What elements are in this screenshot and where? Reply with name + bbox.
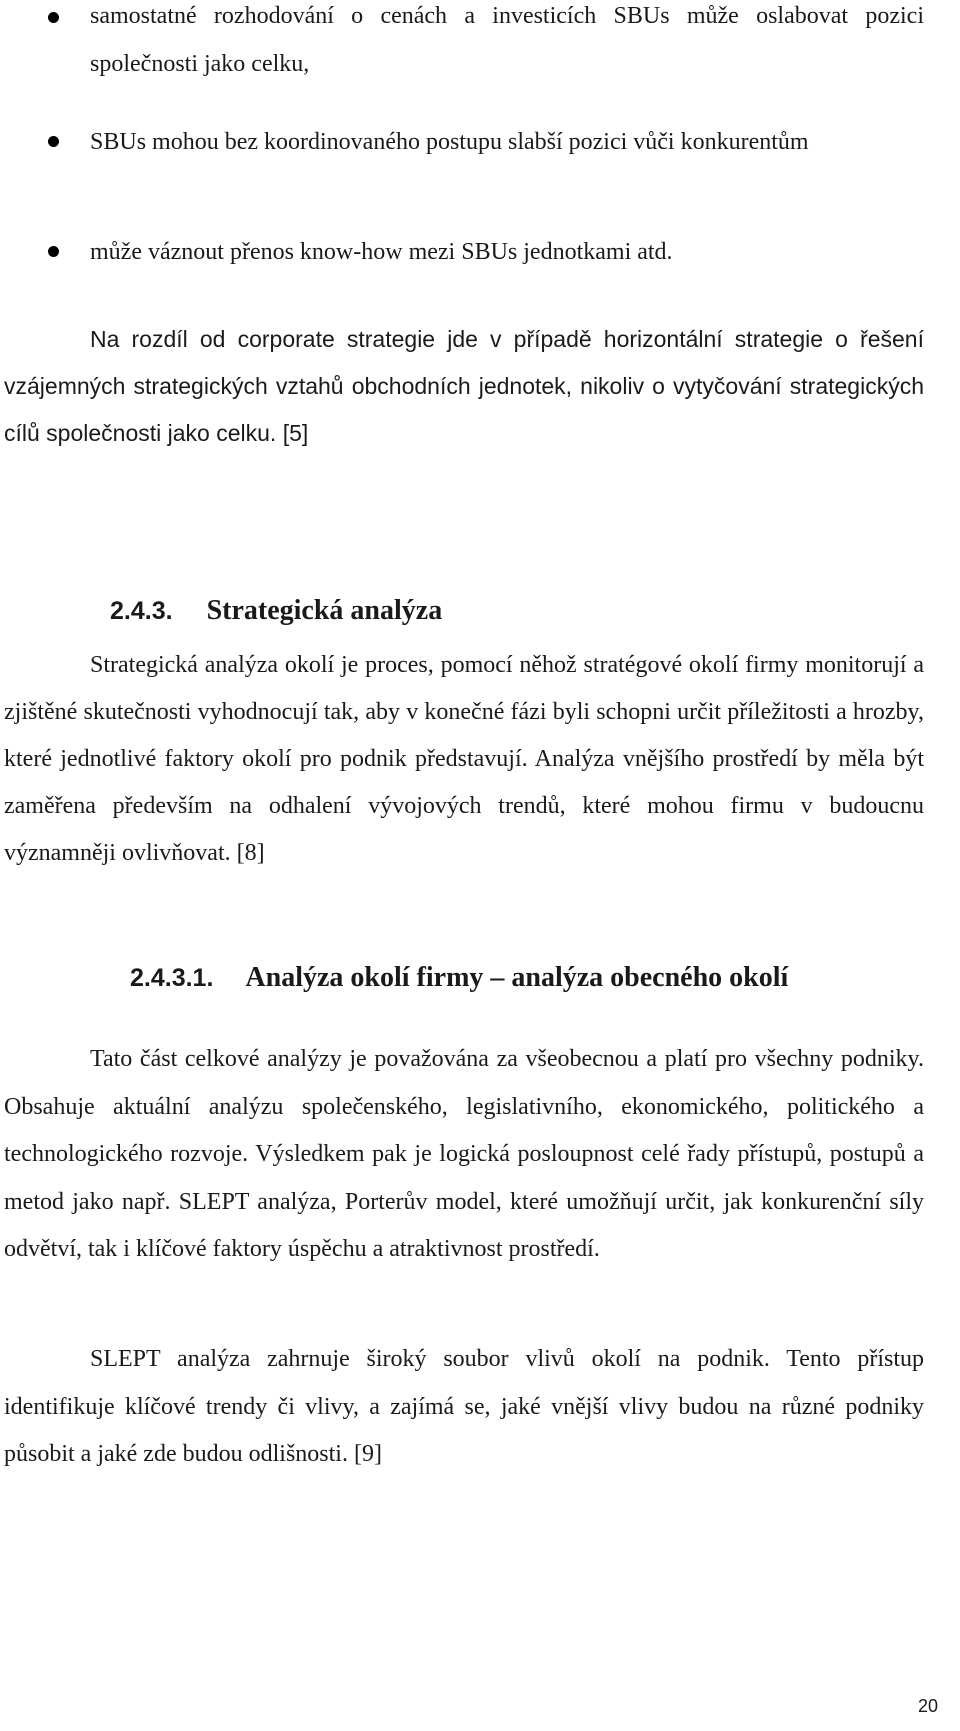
section-title: Analýza okolí firmy – analýza obecného okolí bbox=[245, 962, 789, 993]
paragraph-strategic-analysis: Strategická analýza okolí je proces, pomocí něhož stratégové okolí firmy monitorují a zjištěné skutečnosti vyhodnocují tak, aby v konečné fázi byli schopni určit příležitosti a hrozby, které jednotlivé faktory okolí pro podnik představují. Analýza vnějšího prostředí by měla být zaměřena především na odhalení vývojových trendů, které mohou firmu v budoucnu významněji ovlivňovat. [8] bbox=[4, 652, 924, 866]
bullet-text: samostatné rozhodování o cenách a investicích SBUs může oslabovat pozici společnosti jako celku, bbox=[90, 3, 924, 77]
paragraph-general-environment: Tato část celkové analýzy je považována za všeobecnou a platí pro všechny podniky. Obsahuje aktuální analýzu společenského, legislativního, ekonomického, politického a technologického rozvoje. Výsledkem pak je logická posloupnost celé řady přístupů, postupů a metod jako např. SLEPT analýza, Porterův model, které umožňují určit, jak konkurenční síly odvětví, tak i klíčové faktory úspěchu a atraktivnost prostředí. bbox=[4, 1046, 924, 1262]
paragraph-slept: SLEPT analýza zahrnuje široký soubor vlivů okolí na podnik. Tento přístup identifikuje klíčové trendy či vlivy, a zajímá se, jaké vnější vlivy budou na různé podniky působit a jaké zde budou odlišnosti. [9] bbox=[4, 1346, 924, 1467]
section-heading-2-4-3-1 bbox=[130, 962, 788, 994]
bullet-icon bbox=[48, 12, 59, 23]
bullet-icon bbox=[48, 136, 59, 147]
bullet-text: SBUs mohou bez koordinovaného postupu slabší pozici vůči konkurentům bbox=[90, 129, 809, 155]
bullet-text: může váznout přenos know-how mezi SBUs jednotkami atd. bbox=[90, 239, 673, 265]
bullet-icon bbox=[48, 246, 59, 257]
section-title: Strategická analýza bbox=[206, 595, 443, 626]
section-number: 2.4.3. bbox=[110, 597, 173, 625]
section-number: 2.4.3.1. bbox=[130, 964, 214, 992]
paragraph-horizontal-strategy: Na rozdíl od corporate strategie jde v případě horizontální strategie o řešení vzájemných strategických vztahů obchodních jednotek, nikoliv o vytyčování strategických cílů společnosti jako celku. [5] bbox=[4, 326, 924, 446]
page-number: 20 bbox=[917, 1696, 938, 1716]
section-heading-2-4-3 bbox=[110, 595, 442, 627]
